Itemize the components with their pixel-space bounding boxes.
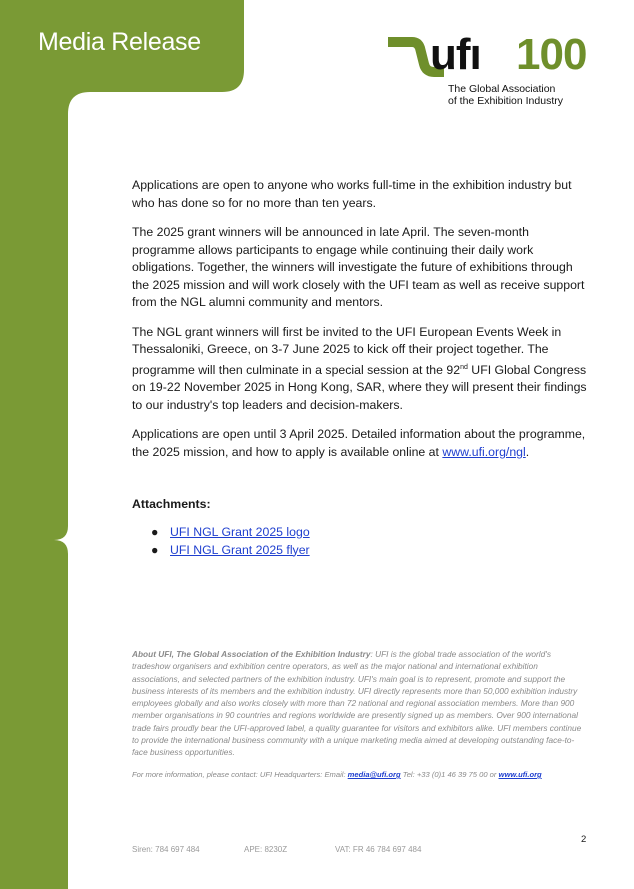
logo-tagline-line-2: of the Exhibition Industry — [448, 95, 563, 107]
attachment-item — [148, 524, 310, 542]
paragraph-events-part-2: UFI Global Congress on 19-22 November 2025 in Hong Kong, SAR, where they will present their findings to our industry's top leaders and decision-makers. — [132, 362, 587, 412]
paragraph-winners: The 2025 grant winners will be announced in late April. The seven-month programme allows participants to engage while continuing their daily work obligations. Together, the winners will investigate the future of exhibitions through the 2025 mission and will work closely with the UFI team as well as receive support from the NGL alumni community and mentors. — [132, 225, 585, 309]
logo-tagline-line-1: The Global Association — [448, 83, 556, 95]
attachment-logo-link[interactable]: UFI NGL Grant 2025 logo — [170, 525, 310, 539]
paragraph-applications-end: . — [525, 444, 530, 459]
about-ufi-text: : UFI is the global trade association of the world's tradeshow organisers and exhibition centre operators, as well as the major national and international exhibition associations, and selected partners of the exhibition industry. UFI's main goal is to represent, promote and support the business interests of its members and the exhibition industry. UFI directly represents more than 50,000 exhibition industry employees globally and also works closely with more than 72 national and regional association members. More than 900 member organisations in 90 countries and regions worldwide are presently signed up as members. Over 900 international trade fairs proudly bear the UFI-approved label, a quality guarantee for visitors and exhibitors alike. UFI members continue to provide the international business community with a unique marketing media aimed at developing outstanding face-to-face business opportunities. — [132, 649, 582, 758]
attachment-flyer-link[interactable]: UFI NGL Grant 2025 flyer — [170, 542, 310, 557]
footer-vat: VAT: FR 46 784 697 484 — [335, 845, 422, 854]
attachments-list — [148, 524, 310, 559]
logo-100: 100 — [516, 30, 587, 79]
attachments-heading: Attachments: — [132, 497, 211, 511]
ngl-link[interactable]: www.ufi.org/ngl — [442, 444, 526, 459]
contact-email-link[interactable]: media@ufi.org — [347, 770, 401, 779]
logo-wordmark: ufı — [430, 30, 481, 79]
contact-prefix: For more information, please contact: UFI Headquarters: Email: — [132, 770, 348, 779]
contact-phone: Tel: +33 (0)1 46 39 75 00 or — [400, 770, 499, 779]
footer-ape: APE: 8230Z — [244, 845, 288, 854]
contact-info — [132, 770, 588, 779]
bullet-icon: ● — [151, 542, 159, 557]
paragraph-applications — [132, 426, 587, 461]
press-release-body — [132, 177, 587, 473]
media-release-title: Media Release — [38, 28, 201, 56]
paragraph-applications-text: Applications are open until 3 April 2025. Detailed information about the programme, the 2025 mission, and how to apply is available online at — [132, 427, 586, 459]
paragraph-eligibility: Applications are open to anyone who works full-time in the exhibition industry but who has done so for no more than ten years. — [132, 178, 572, 210]
logo-tagline — [448, 83, 563, 107]
ordinal-suffix: nd — [460, 363, 468, 371]
about-ufi — [132, 648, 588, 759]
footer-siren: Siren: 784 697 484 — [132, 845, 200, 854]
contact-web-link[interactable]: www.ufi.org — [498, 770, 542, 779]
paragraph-events — [132, 324, 587, 415]
about-ufi-heading: About UFI, The Global Association of the Exhibition Industry — [132, 649, 371, 659]
attachment-item — [148, 542, 310, 560]
page-number: 2 — [581, 834, 587, 845]
bullet-icon: ● — [151, 525, 159, 539]
paragraph-events-part-1: The NGL grant winners will first be invited to the UFI European Events Week in Thessaloniki, Greece, on 3-7 June 2025 to kick off their project together. The programme will then culminate in a special session at the 92 — [132, 324, 562, 377]
